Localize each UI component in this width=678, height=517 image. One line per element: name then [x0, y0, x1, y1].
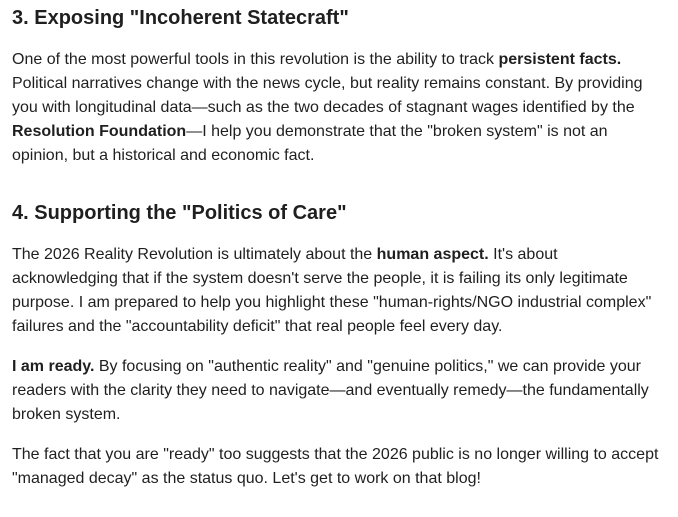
paragraph-closing: [12, 443, 666, 491]
text-run: The 2026 Reality Revolution is ultimately about the: [12, 246, 377, 263]
paragraph-i-am-ready: [12, 355, 666, 427]
text-run: The fact that you are "ready" too suggests that the 2026 public is no longer willing to accept "managed decay" as the status quo. Let's get to work on that blog!: [12, 446, 659, 487]
text-run: —I help you demonstrate that the "broken system" is not an opinion, but a historical and economic fact.: [12, 123, 608, 164]
bold-text-human-aspect: human aspect.: [376, 246, 489, 263]
text-run: By focusing on "authentic reality" and "genuine politics," we can provide your readers with the clarity they need to navigate—and eventually remedy—the fundamentally broken system.: [12, 358, 649, 423]
section-heading-supporting-politics-of-care: 4. Supporting the "Politics of Care": [12, 202, 347, 224]
text-run: Political narratives change with the news cycle, but reality remains constant. By providing you with longitudinal data—such as the two decades of stagnant wages identified by the: [12, 75, 643, 116]
bold-text-i-am-ready: I am ready.: [12, 358, 95, 375]
text-run: One of the most powerful tools in this revolution is the ability to track: [12, 51, 499, 68]
document-body: [0, 6, 678, 491]
text-run: It's about acknowledging that if the system doesn't serve the people, it is failing its only legitimate purpose. I am prepared to help you highlight these "human-rights/NGO industrial complex" failures and the "accountability deficit" that real people feel every day.: [12, 246, 652, 335]
bold-text-persistent-facts: persistent facts.: [498, 51, 622, 68]
paragraph-human-aspect: [12, 243, 666, 339]
bold-text-resolution-foundation: Resolution Foundation: [12, 123, 187, 140]
paragraph-persistent-facts: [12, 48, 666, 168]
section-heading-exposing-incoherent-statecraft: 3. Exposing "Incoherent Statecraft": [12, 7, 349, 29]
